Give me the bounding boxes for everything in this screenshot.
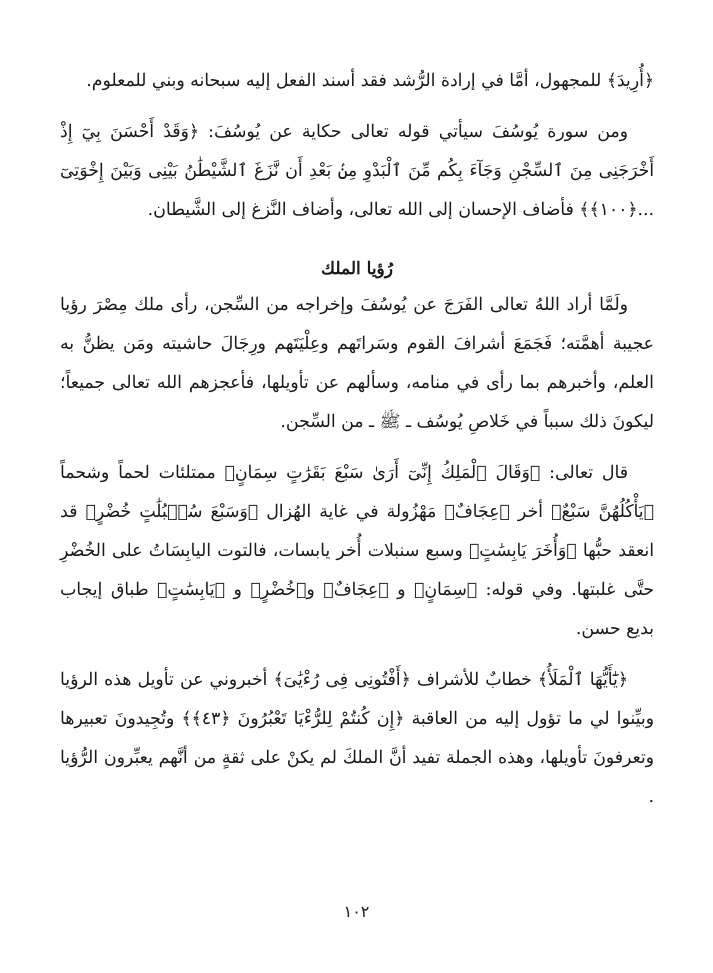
section-title: رُؤيا الملك	[321, 259, 393, 279]
paragraph-yusuf-verse: ومن سورة يُوسُفَ سيأتي قوله تعالى حكاية عن يُوسُفَ: ﴿وَقَدْ أَحْسَنَ بِيٓ إِذْ أَخْرَجَنِى مِنَ ٱلسِّجْنِ وَجَآءَ بِكُم مِّنَ ٱلْبَدْوِ مِنۢ بَعْدِ أَن نَّزَغَ ٱلشَّيْطَٰنُ بَيْنِى وَبَيْنَ إِخْوَتِىٓ ...﴿١٠٠﴾﴾ فأضاف الإحسان إلى الله تعالى، وأضاف النَّزغ إلى الشَّيطان.	[60, 122, 654, 220]
paragraph-irada: ﴿أُرِيدَ﴾ للمجهول، أمَّا في إرادة الرُّشد فقد أسند الفعل إليه سبحانه وبني للمعلوم.	[86, 71, 654, 91]
paragraph-nobles-address: ﴿يَٰٓأَيُّهَا ٱلْمَلَأُ﴾ خطابٌ للأشراف ﴿أَفْتُونِى فِى رُءْيَٰىَ﴾ أخبروني عن تأويل هذه الرؤيا وبيِّنوا لي ما تؤول إليه من العاقبة ﴿إِن كُنتُمْ لِلرُّءْيَا تَعْبُرُونَ ﴿٤٣﴾﴾ وتُجِيدونَ تعبيرها وتعرفونَ تأويلها، وهذه الجملة تفيد أنَّ الملكَ لم يكنْ على ثقةٍ من أنَّهم يعبِّرون الرُّؤيا .	[60, 670, 654, 807]
paragraph-king-dream: ولَمَّا أراد اللهُ تعالى الفَرَجَ عن يُوسُفَ وإخراجه من السِّجن، رأى ملك مِصْرَ رؤيا عجيبة أهمَّته؛ فَجَمَعَ أشرافَ القوم وسَراتَهم وعِلْيَتَهم ورِجَالَ حاشيته ومَن يظنُّ به العلم، وأخبرهم بما رأى في منامه، وسألهم عن تأويلها، فأعجزهم الله تعالى جميعاً؛ ليكونَ ذلك سبباً في خَلاصِ يُوسُف ـ ﷺ ـ من السِّجن.	[60, 295, 654, 432]
page-body	[60, 62, 654, 817]
paragraph-seven-cows: قال تعالى: ﴿وَقَالَ ٱلْمَلِكُ إِنِّىٓ أَرَىٰ سَبْعَ بَقَرَٰتٍ سِمَانٍ﴾ ممتلئات لحماً وشحماً ﴿يَأْكُلُهُنَّ سَبْعٌ﴾ أخر ﴿عِجَافٌ﴾ مَهْزُولة في غاية الهُزال ﴿وَسَبْعَ سُنۢبُلَٰتٍ خُضْرٍ﴾ قد انعقد حبُّها ﴿وَأُخَرَ يَابِسَٰتٍ﴾ وسبع سنبلات أُخر يابسات، فالتوت اليابِسَاتُ على الخُضْرِ حتَّى غلبتها. وفي قوله: ﴿سِمَانٍ﴾ و ﴿عِجَافٌ﴾ و﴿خُضْرٍ﴾ و ﴿يَابِسَٰتٍ﴾ طباق إيجاب بديع حسن.	[60, 463, 654, 639]
page-number: ١٠٢	[343, 902, 370, 921]
